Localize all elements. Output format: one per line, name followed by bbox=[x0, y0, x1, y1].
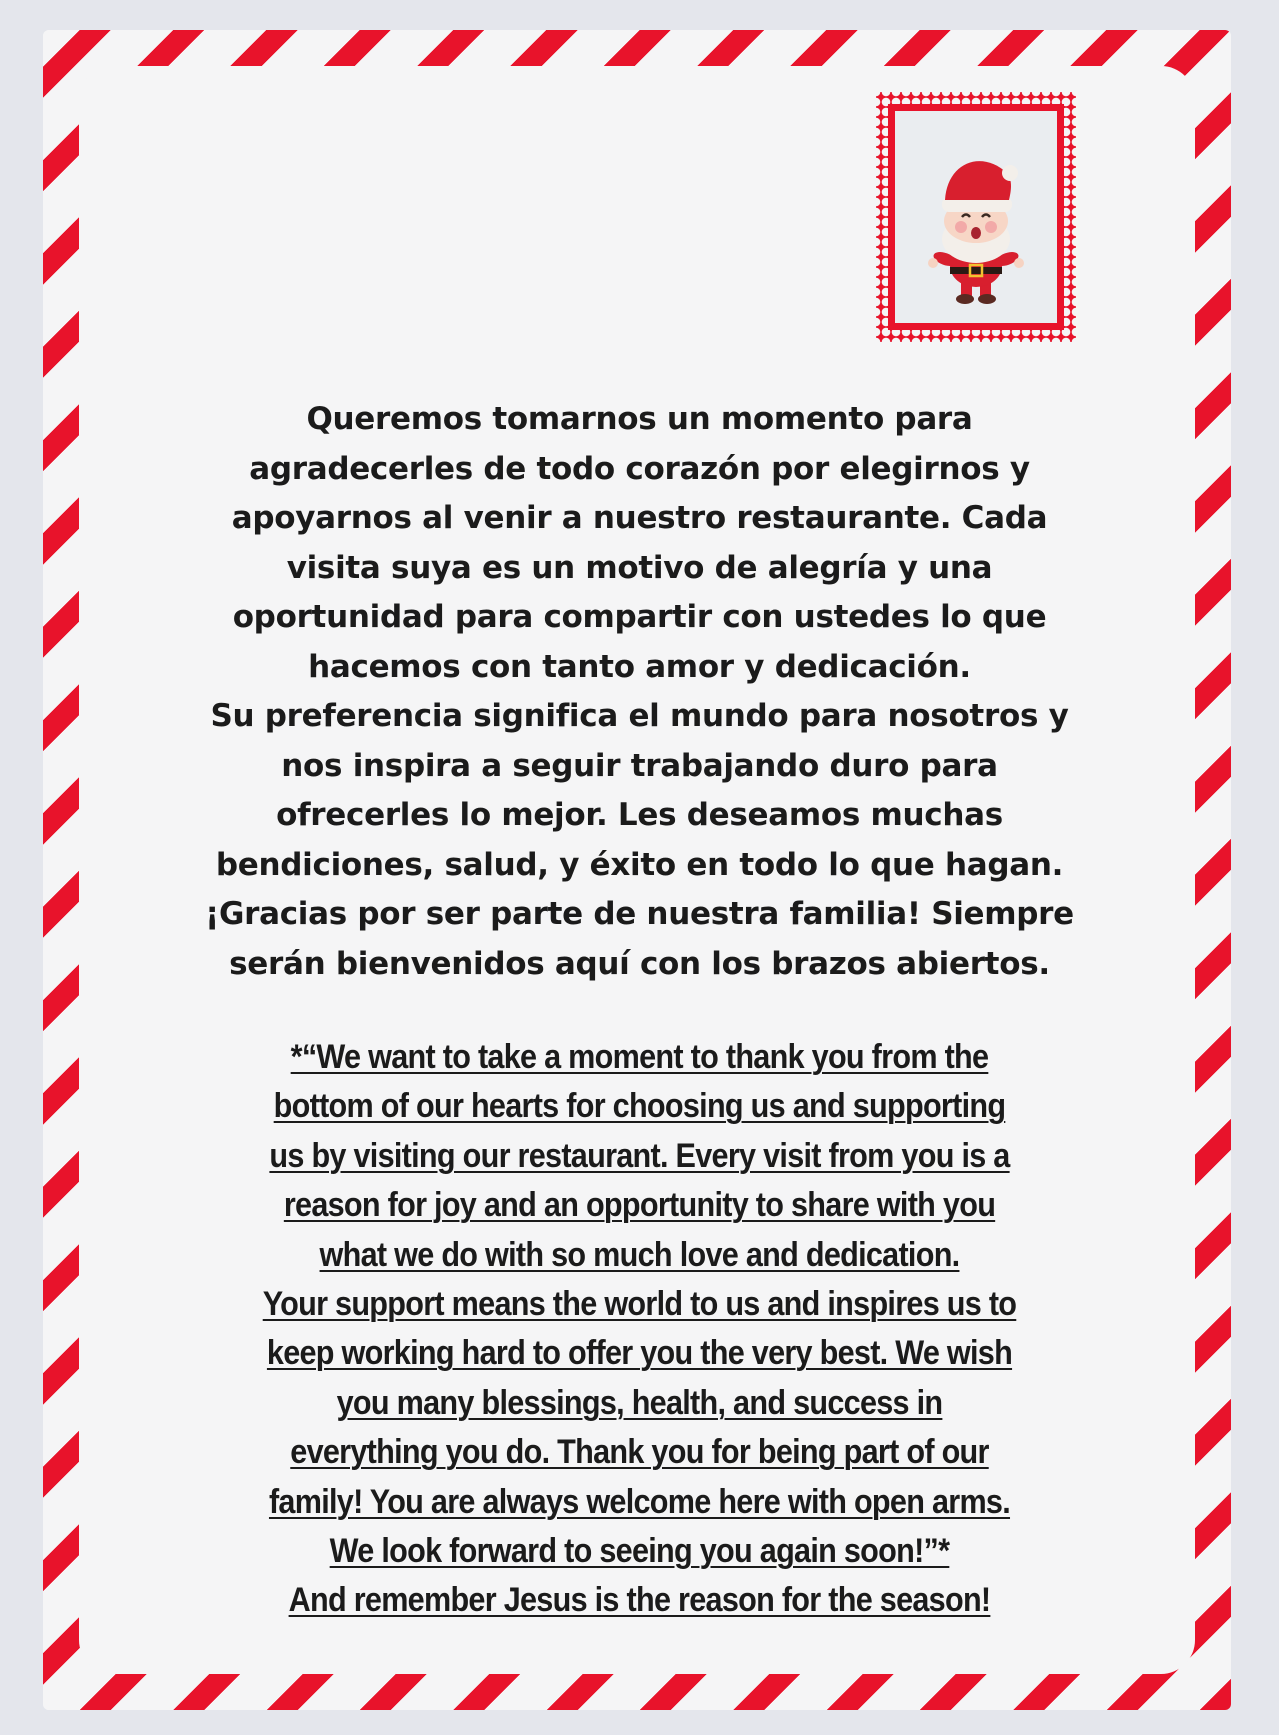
english-message bbox=[190, 1033, 1089, 1626]
english-line: Your support means the world to us and inspires us to bbox=[262, 1285, 1017, 1324]
spanish-line: hacemos con tanto amor y dedicación. bbox=[308, 648, 971, 685]
spanish-line: visita suya es un motivo de alegría y una bbox=[286, 549, 993, 586]
english-line: family! You are always welcome here with open arms. bbox=[268, 1482, 1011, 1521]
english-line: And remember Jesus is the reason for the season! bbox=[288, 1581, 991, 1620]
english-line: keep working hard to offer you the very best. We wish bbox=[266, 1334, 1013, 1373]
english-line: you many blessings, health, and success in bbox=[336, 1383, 943, 1422]
spanish-line: ofrecerles lo mejor. Les deseamos muchas bbox=[276, 797, 1003, 833]
spanish-line: apoyarnos al venir a nuestro restaurante. Cada bbox=[231, 500, 1048, 536]
spanish-line: nos inspira a seguir trabajando duro para bbox=[281, 747, 998, 784]
english-line: everything you do. Thank you for being part of our bbox=[290, 1433, 989, 1472]
spanish-message bbox=[140, 395, 1139, 989]
spanish-line: agradecerles de todo corazón por elegirnos y bbox=[249, 450, 1030, 487]
english-line: what we do with so much love and dedication. bbox=[319, 1235, 960, 1274]
english-line: We look forward to seeing you again soon!”* bbox=[329, 1532, 950, 1571]
spanish-line: serán bienvenidos aquí con los brazos abiertos. bbox=[229, 945, 1050, 982]
english-line: bottom of our hearts for choosing us and supporting bbox=[273, 1087, 1006, 1126]
santa-claus-icon bbox=[895, 111, 1057, 323]
spanish-line: ¡Gracias por ser parte de nuestra familia! Siempre bbox=[205, 896, 1074, 932]
spanish-line: Su preferencia significa el mundo para nosotros y bbox=[210, 698, 1069, 734]
spanish-line: bendiciones, salud, y éxito en todo lo que hagan. bbox=[215, 846, 1064, 883]
english-line: reason for joy and an opportunity to share with you bbox=[283, 1186, 996, 1225]
spanish-line: Queremos tomarnos un momento para bbox=[306, 401, 973, 437]
english-line: us by visiting our restaurant. Every visit from you is a bbox=[269, 1136, 1010, 1175]
english-line: *“We want to take a moment to thank you from the bbox=[290, 1038, 989, 1076]
spanish-line: oportunidad para compartir con ustedes lo que bbox=[232, 599, 1047, 635]
